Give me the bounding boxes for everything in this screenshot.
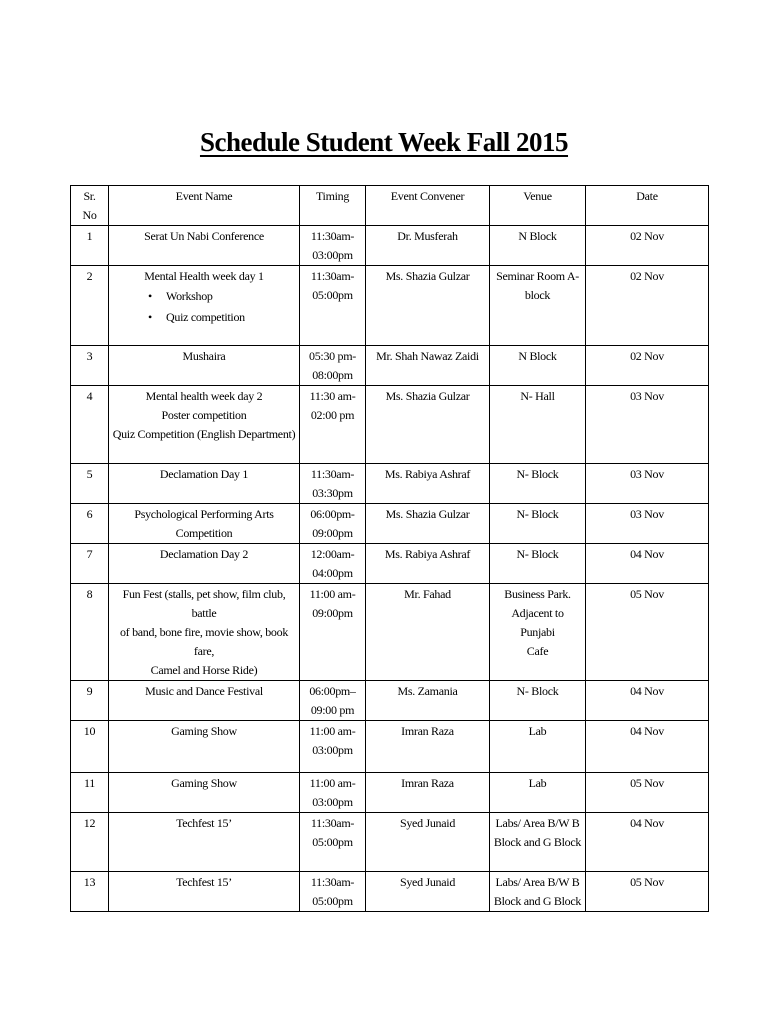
page-title-text: Schedule Student Week Fall 2015 bbox=[199, 127, 569, 157]
cell-event-name bbox=[109, 226, 300, 266]
timing-line: 03:00pm bbox=[312, 248, 353, 262]
cell-date: 02 Nov bbox=[586, 266, 709, 346]
cell-date: 05 Nov bbox=[586, 872, 709, 912]
cell-timing bbox=[300, 681, 366, 721]
cell-sr-no: 12 bbox=[71, 813, 109, 872]
cell-event-name bbox=[109, 464, 300, 504]
cell-sr-no: 8 bbox=[71, 584, 109, 681]
event-name-line: Mental health week day 2 bbox=[145, 389, 263, 403]
timing-line: 11:00 am- bbox=[309, 724, 356, 738]
cell-event-name bbox=[109, 721, 300, 773]
venue-line: Labs/ Area B/W B bbox=[495, 875, 580, 889]
table-row bbox=[71, 504, 709, 544]
venue-line: N- Block bbox=[516, 507, 559, 521]
cell-event-name bbox=[109, 773, 300, 813]
table-row bbox=[71, 773, 709, 813]
timing-line: 11:30am- bbox=[310, 269, 355, 283]
table-row bbox=[71, 266, 709, 346]
venue-line: N- Block bbox=[516, 467, 559, 481]
timing-line: 11:30am- bbox=[310, 875, 355, 889]
cell-sr-no: 2 bbox=[71, 266, 109, 346]
cell-event-convener: Ms. Zamania bbox=[366, 681, 490, 721]
cell-venue bbox=[490, 813, 586, 872]
event-name-line: Techfest 15’ bbox=[176, 875, 232, 889]
event-name-line: Mental Health week day 1 bbox=[144, 269, 264, 283]
table-row bbox=[71, 872, 709, 912]
table-row bbox=[71, 544, 709, 584]
event-bullet-item: • Workshop bbox=[148, 286, 296, 307]
venue-line: Adjacent to Punjabi bbox=[511, 606, 564, 639]
cell-event-convener: Syed Junaid bbox=[366, 872, 490, 912]
cell-sr-no: 1 bbox=[71, 226, 109, 266]
table-row bbox=[71, 464, 709, 504]
timing-line: 09:00 pm bbox=[310, 703, 355, 717]
timing-line: 04:00pm bbox=[312, 566, 353, 580]
event-name-line: Gaming Show bbox=[171, 724, 237, 738]
cell-date: 05 Nov bbox=[586, 773, 709, 813]
cell-event-convener: Syed Junaid bbox=[366, 813, 490, 872]
timing-line: 06:00pm- bbox=[310, 507, 355, 521]
cell-date: 03 Nov bbox=[586, 386, 709, 464]
cell-event-convener: Ms. Shazia Gulzar bbox=[366, 266, 490, 346]
timing-line: 03:00pm bbox=[312, 795, 353, 809]
table-row bbox=[71, 681, 709, 721]
cell-event-convener: Imran Raza bbox=[366, 773, 490, 813]
timing-line: 05:00pm bbox=[312, 835, 353, 849]
header-sr-no bbox=[71, 186, 109, 226]
venue-line: N- Block bbox=[516, 684, 559, 698]
header-venue: Venue bbox=[490, 186, 586, 226]
event-name-line: Psychological Performing Arts Competition bbox=[134, 507, 274, 540]
cell-event-name bbox=[109, 584, 300, 681]
cell-event-convener: Mr. Shah Nawaz Zaidi bbox=[366, 346, 490, 386]
cell-sr-no: 7 bbox=[71, 544, 109, 584]
event-name-line: Mushaira bbox=[182, 349, 226, 363]
event-name-line: Declamation Day 1 bbox=[159, 467, 249, 481]
cell-event-convener: Ms. Rabiya Ashraf bbox=[366, 544, 490, 584]
cell-timing bbox=[300, 584, 366, 681]
cell-timing bbox=[300, 346, 366, 386]
event-name-line: Declamation Day 2 bbox=[159, 547, 249, 561]
cell-venue bbox=[490, 584, 586, 681]
header-sr-line2: No bbox=[82, 208, 97, 222]
venue-line: Cafe bbox=[526, 644, 549, 658]
event-name-line: Serat Un Nabi Conference bbox=[144, 229, 264, 243]
timing-line: 02:00 pm bbox=[310, 408, 355, 422]
event-name-line: Quiz Competition (English Department) bbox=[112, 427, 296, 441]
timing-line: 11:00 am- bbox=[309, 776, 356, 790]
cell-sr-no: 6 bbox=[71, 504, 109, 544]
cell-timing bbox=[300, 504, 366, 544]
cell-timing bbox=[300, 773, 366, 813]
cell-venue bbox=[490, 721, 586, 773]
cell-event-convener: Mr. Fahad bbox=[366, 584, 490, 681]
cell-sr-no: 4 bbox=[71, 386, 109, 464]
cell-venue bbox=[490, 386, 586, 464]
venue-line: Block and G Block bbox=[493, 835, 582, 849]
timing-line: 11:30am- bbox=[310, 816, 355, 830]
cell-timing bbox=[300, 813, 366, 872]
cell-date: 02 Nov bbox=[586, 346, 709, 386]
table-row bbox=[71, 813, 709, 872]
timing-line: 08:00pm bbox=[312, 368, 353, 382]
cell-date: 03 Nov bbox=[586, 464, 709, 504]
header-event-name: Event Name bbox=[109, 186, 300, 226]
cell-sr-no: 10 bbox=[71, 721, 109, 773]
cell-sr-no: 11 bbox=[71, 773, 109, 813]
cell-sr-no: 13 bbox=[71, 872, 109, 912]
timing-line: 11:30am- bbox=[310, 467, 355, 481]
cell-event-name bbox=[109, 386, 300, 464]
cell-event-convener: Ms. Shazia Gulzar bbox=[366, 386, 490, 464]
timing-line: 11:30 am- bbox=[309, 389, 356, 403]
event-bullet-list bbox=[112, 286, 296, 328]
cell-venue bbox=[490, 226, 586, 266]
event-name-line: Techfest 15’ bbox=[176, 816, 232, 830]
cell-venue bbox=[490, 346, 586, 386]
timing-line: 05:30 pm- bbox=[309, 349, 356, 363]
cell-sr-no: 9 bbox=[71, 681, 109, 721]
cell-timing bbox=[300, 464, 366, 504]
cell-event-name bbox=[109, 872, 300, 912]
venue-line: Lab bbox=[528, 776, 547, 790]
cell-venue bbox=[490, 773, 586, 813]
cell-event-convener: Ms. Shazia Gulzar bbox=[366, 504, 490, 544]
cell-event-name bbox=[109, 681, 300, 721]
venue-line: Labs/ Area B/W B bbox=[495, 816, 580, 830]
cell-sr-no: 5 bbox=[71, 464, 109, 504]
venue-line: Block and G Block bbox=[493, 894, 582, 908]
cell-sr-no: 3 bbox=[71, 346, 109, 386]
cell-date: 04 Nov bbox=[586, 544, 709, 584]
venue-line: N Block bbox=[518, 229, 557, 243]
schedule-body bbox=[71, 226, 709, 912]
cell-timing bbox=[300, 386, 366, 464]
venue-line: Business Park. bbox=[504, 587, 571, 601]
cell-venue bbox=[490, 266, 586, 346]
cell-date: 04 Nov bbox=[586, 813, 709, 872]
timing-line: 11:30am- bbox=[310, 229, 355, 243]
timing-line: 09:00pm bbox=[312, 526, 353, 540]
timing-line: 06:00pm– bbox=[309, 684, 356, 698]
event-name-line: Poster competition bbox=[161, 408, 247, 422]
header-timing: Timing bbox=[300, 186, 366, 226]
cell-event-name bbox=[109, 266, 300, 346]
header-event-convener: Event Convener bbox=[366, 186, 490, 226]
timing-line: 12:00am- bbox=[310, 547, 355, 561]
table-row bbox=[71, 721, 709, 773]
table-row bbox=[71, 226, 709, 266]
table-row bbox=[71, 386, 709, 464]
header-row bbox=[71, 186, 709, 226]
cell-timing bbox=[300, 544, 366, 584]
schedule-table bbox=[70, 185, 709, 912]
page-title bbox=[0, 124, 768, 160]
timing-line: 03:00pm bbox=[312, 743, 353, 757]
event-name-line: Fun Fest (stalls, pet show, film club, battle bbox=[122, 587, 286, 620]
cell-venue bbox=[490, 681, 586, 721]
venue-line: N Block bbox=[518, 349, 557, 363]
cell-date: 02 Nov bbox=[586, 226, 709, 266]
cell-event-name bbox=[109, 346, 300, 386]
timing-line: 05:00pm bbox=[312, 288, 353, 302]
timing-line: 03:30pm bbox=[312, 486, 353, 500]
cell-timing bbox=[300, 266, 366, 346]
timing-line: 11:00 am- bbox=[309, 587, 356, 601]
venue-line: Lab bbox=[528, 724, 547, 738]
timing-line: 05:00pm bbox=[312, 894, 353, 908]
cell-venue bbox=[490, 464, 586, 504]
event-name-line: Music and Dance Festival bbox=[145, 684, 263, 698]
cell-event-convener: Ms. Rabiya Ashraf bbox=[366, 464, 490, 504]
cell-date: 03 Nov bbox=[586, 504, 709, 544]
table-row bbox=[71, 346, 709, 386]
cell-date: 04 Nov bbox=[586, 681, 709, 721]
header-sr-line1: Sr. bbox=[83, 189, 96, 203]
cell-event-name bbox=[109, 504, 300, 544]
timing-line: 09:00pm bbox=[312, 606, 353, 620]
venue-line: N- Hall bbox=[520, 389, 555, 403]
venue-line: Seminar Room A- bbox=[496, 269, 579, 283]
event-bullet-item: • Quiz competition bbox=[148, 307, 296, 328]
event-name-line: Camel and Horse Ride) bbox=[150, 663, 258, 677]
venue-line: N- Block bbox=[516, 547, 559, 561]
cell-event-convener: Imran Raza bbox=[366, 721, 490, 773]
cell-event-name bbox=[109, 544, 300, 584]
venue-line: block bbox=[524, 288, 551, 302]
event-name-line: Gaming Show bbox=[171, 776, 237, 790]
cell-timing bbox=[300, 872, 366, 912]
table-row bbox=[71, 584, 709, 681]
cell-timing bbox=[300, 226, 366, 266]
cell-venue bbox=[490, 872, 586, 912]
cell-date: 05 Nov bbox=[586, 584, 709, 681]
cell-event-convener: Dr. Musferah bbox=[366, 226, 490, 266]
header-date: Date bbox=[586, 186, 709, 226]
cell-venue bbox=[490, 504, 586, 544]
cell-event-name bbox=[109, 813, 300, 872]
cell-date: 04 Nov bbox=[586, 721, 709, 773]
cell-timing bbox=[300, 721, 366, 773]
event-name-line: of band, bone fire, movie show, book fare, bbox=[119, 625, 289, 658]
cell-venue bbox=[490, 544, 586, 584]
